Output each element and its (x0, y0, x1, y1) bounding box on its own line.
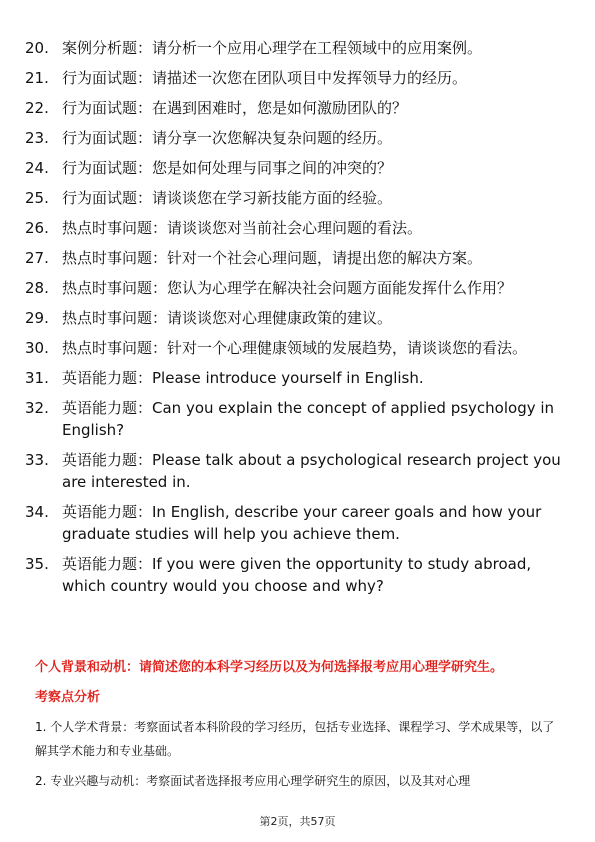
analysis-point: 1. 个人学术背景：考察面试者本科阶段的学习经历，包括专业选择、课程学习、学术成果等，以了解其学术能力和专业基础。 (35, 720, 555, 758)
question-item (25, 127, 565, 149)
question-text: 行为面试题：请谈谈您在学习新技能方面的经验。 (62, 189, 393, 207)
page-footer: 第2页，共57页 (259, 815, 336, 828)
analysis-subheading: 考察点分析 (35, 690, 101, 705)
question-number: 32. (25, 399, 49, 417)
question-item (25, 157, 565, 179)
question-text: 行为面试题：在遇到困难时，您是如何激励团队的？ (62, 99, 408, 117)
question-text: 英语能力题：If you were given the opportunity to study abroad, which country would you choose and why? (62, 555, 532, 595)
section-heading: 个人背景和动机：请简述您的本科学习经历以及为何选择报考应用心理学研究生。 (35, 660, 504, 675)
analysis-points (35, 715, 565, 799)
question-item (25, 553, 565, 597)
question-list (25, 37, 565, 605)
question-item (25, 277, 565, 299)
question-text: 热点时事问题：请谈谈您对心理健康政策的建议。 (62, 309, 393, 327)
question-text: 热点时事问题：您认为心理学在解决社会问题方面能发挥什么作用？ (62, 279, 513, 297)
question-item (25, 307, 565, 329)
question-item (25, 397, 565, 441)
question-text: 热点时事问题：请谈谈您对当前社会心理问题的看法。 (62, 219, 423, 237)
question-text: 案例分析题：请分析一个应用心理学在工程领域中的应用案例。 (62, 39, 483, 57)
question-item (25, 449, 565, 493)
question-number: 21. (25, 69, 49, 87)
question-number: 33. (25, 451, 49, 469)
question-item (25, 217, 565, 239)
question-number: 28. (25, 279, 49, 297)
question-text: 行为面试题：您是如何处理与同事之间的冲突的？ (62, 159, 393, 177)
question-number: 24. (25, 159, 49, 177)
question-text: 英语能力题：In English, describe your career goals and how your graduate studies will help you achieve them. (62, 503, 542, 543)
question-number: 25. (25, 189, 49, 207)
question-item (25, 247, 565, 269)
question-number: 27. (25, 249, 49, 267)
question-number: 26. (25, 219, 49, 237)
question-number: 31. (25, 369, 49, 387)
question-item (25, 501, 565, 545)
question-text: 热点时事问题：针对一个心理健康领域的发展趋势，请谈谈您的看法。 (62, 339, 528, 357)
question-item (25, 97, 565, 119)
question-item (25, 337, 565, 359)
question-item (25, 37, 565, 59)
question-text: 英语能力题：Please introduce yourself in English. (62, 369, 424, 387)
question-text: 英语能力题：Please talk about a psychological research project you are interested in. (62, 451, 561, 491)
question-number: 29. (25, 309, 49, 327)
question-item (25, 67, 565, 89)
analysis-point: 2. 专业兴趣与动机：考察面试者选择报考应用心理学研究生的原因，以及其对心理 (35, 774, 471, 788)
question-text: 英语能力题：Can you explain the concept of applied psychology in English? (62, 399, 555, 439)
question-number: 35. (25, 555, 49, 573)
question-item (25, 187, 565, 209)
question-text: 行为面试题：请分享一次您解决复杂问题的经历。 (62, 129, 393, 147)
question-number: 34. (25, 503, 49, 521)
question-text: 热点时事问题：针对一个社会心理问题，请提出您的解决方案。 (62, 249, 483, 267)
question-text: 行为面试题：请描述一次您在团队项目中发挥领导力的经历。 (62, 69, 468, 87)
question-number: 22. (25, 99, 49, 117)
question-number: 30. (25, 339, 49, 357)
question-number: 23. (25, 129, 49, 147)
question-item (25, 367, 565, 389)
question-number: 20. (25, 39, 49, 57)
